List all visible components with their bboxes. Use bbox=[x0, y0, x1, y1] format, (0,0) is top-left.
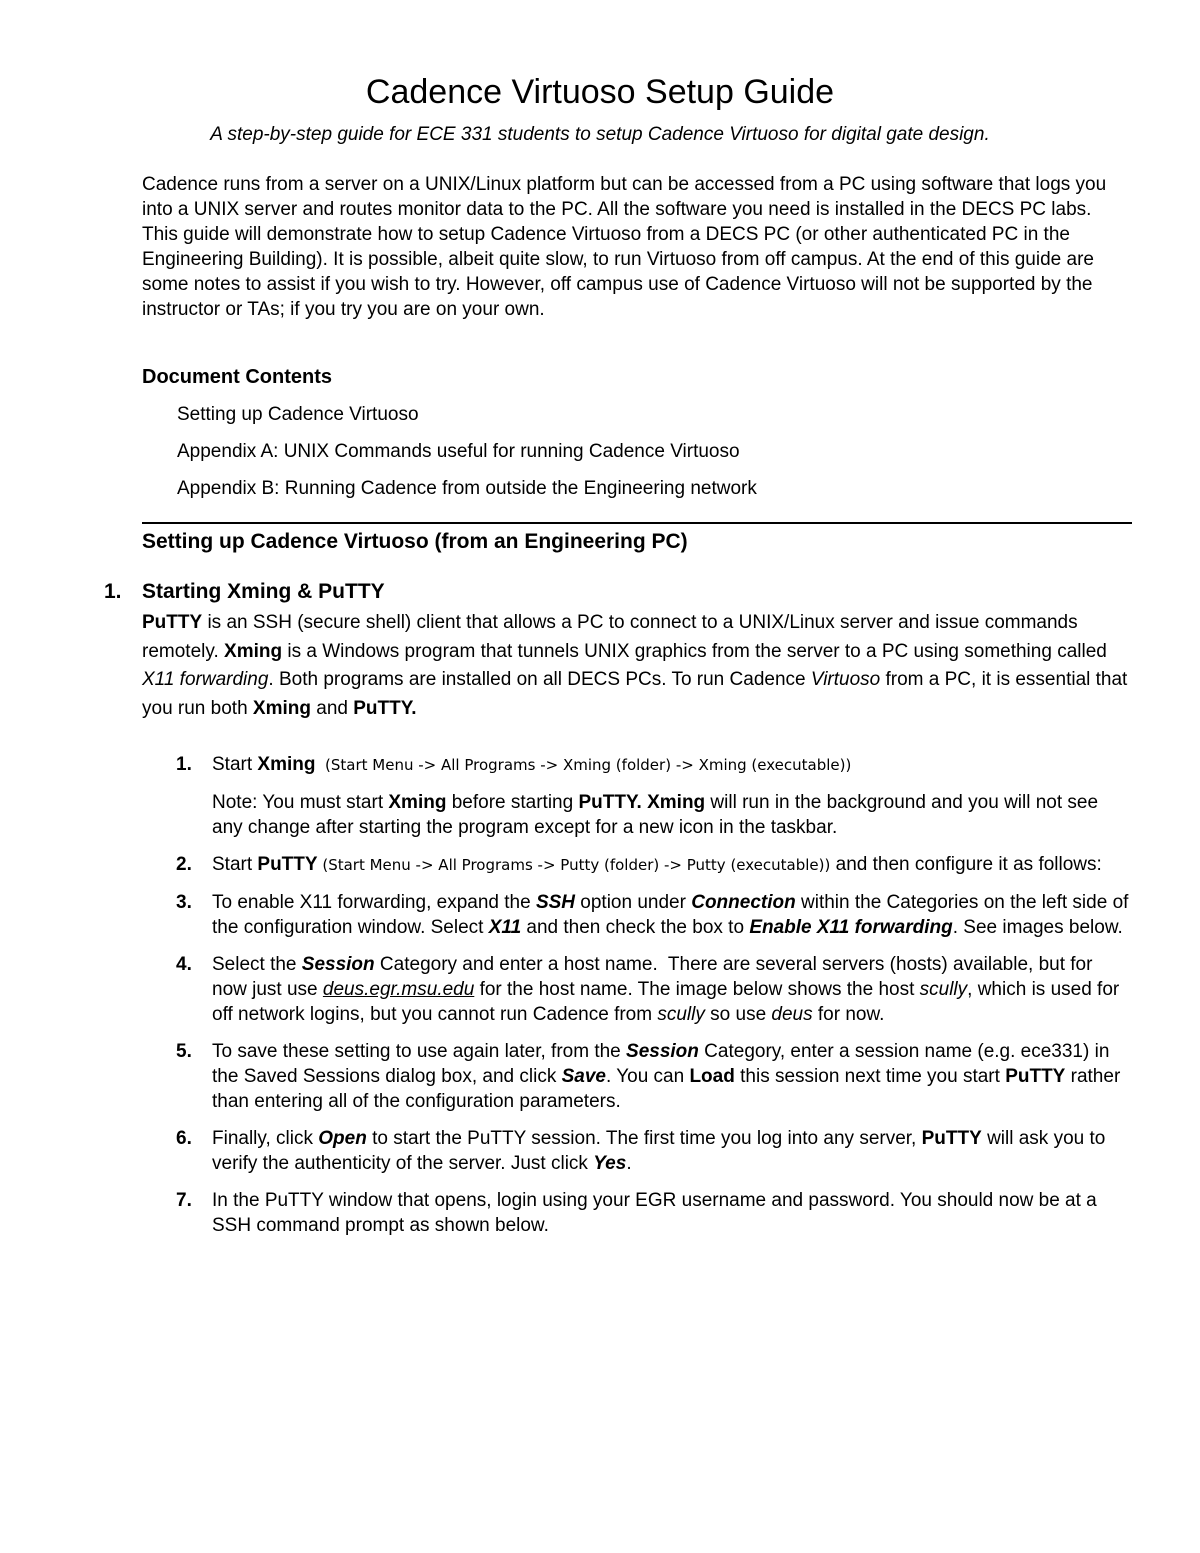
substep-item bbox=[176, 1126, 1132, 1176]
text-run: option under bbox=[575, 892, 692, 913]
term-virtuoso: Virtuoso bbox=[810, 669, 881, 690]
text-run: Category and enter a host name. There are several servers (hosts) available, but for now just use bbox=[212, 954, 1098, 1000]
text-run: before starting bbox=[446, 792, 579, 813]
step-heading bbox=[104, 578, 385, 606]
term-yes: Yes bbox=[593, 1153, 627, 1174]
term-xming: Xming bbox=[252, 697, 311, 719]
substep-number: 6. bbox=[176, 1128, 192, 1149]
section-heading: Setting up Cadence Virtuoso (from an Engineering PC) bbox=[142, 530, 688, 553]
substep-number: 4. bbox=[176, 954, 192, 975]
substep-number: 7. bbox=[176, 1190, 192, 1211]
text-run: Finally, click bbox=[212, 1128, 319, 1149]
text-run: and bbox=[310, 697, 354, 719]
text-run: for the host name. The image below shows the host bbox=[474, 979, 920, 1000]
text-run: . Both programs are installed on all DECS PCs. To run Cadence bbox=[268, 669, 811, 690]
substep-number: 1. bbox=[176, 754, 192, 775]
text-run: and then configure it as follows: bbox=[830, 854, 1102, 875]
term-scully: scully bbox=[657, 1004, 705, 1025]
section-divider bbox=[142, 522, 1132, 524]
text-run: from a PC, it is essential that you run both bbox=[142, 669, 1128, 719]
term-ssh: SSH bbox=[535, 892, 576, 913]
text-run: Start bbox=[212, 854, 258, 875]
intro-paragraph: Cadence runs from a server on a UNIX/Linux platform but can be accessed from a PC using software that logs you into a UNIX server and routes monitor data to the PC. All the software you need is installed in the DECS PC labs. This guide will demonstrate how to setup Cadence Virtuoso from a DECS PC (or other authenticated PC in the Engineering Building). It is possible, albeit quite slow, to run Virtuoso from off campus. At the end of this guide are some notes to assist if you wish to try. However, off campus use of Cadence Virtuoso will not be supported by the instructor or TAs; if you try you are on your own. bbox=[142, 174, 1107, 320]
term-connection: Connection bbox=[691, 892, 796, 913]
contents-item[interactable]: Setting up Cadence Virtuoso bbox=[177, 404, 419, 425]
menu-path: (Start Menu -> All Programs -> Putty (folder) -> Putty (executable)) bbox=[317, 856, 831, 874]
text-run: will run in the background and you will not see any change after starting the program except for a new icon in the taskbar. bbox=[212, 792, 1099, 838]
term-xming: Xming bbox=[224, 640, 283, 662]
host-link[interactable]: deus.egr.msu.edu bbox=[322, 979, 475, 1000]
term-putty: PuTTY. bbox=[578, 792, 642, 813]
substep-item bbox=[176, 890, 1132, 940]
text-run: within the Categories on the left side of the configuration window. Select bbox=[212, 892, 1129, 938]
term-save: Save bbox=[561, 1066, 606, 1087]
substep-number: 5. bbox=[176, 1041, 192, 1062]
step-number: 1. bbox=[104, 580, 122, 603]
text-run: , which is used for off network logins, but you cannot run Cadence from bbox=[212, 979, 1120, 1025]
contents-item[interactable]: Appendix B: Running Cadence from outside the Engineering network bbox=[177, 478, 757, 499]
term-x11-forwarding: X11 forwarding bbox=[142, 669, 269, 690]
document-subtitle: A step-by-step guide for ECE 331 students to setup Cadence Virtuoso for digital gate design. bbox=[210, 124, 990, 145]
text-run: to start the PuTTY session. The first time you log into any server, bbox=[366, 1128, 922, 1149]
text-run: To save these setting to use again later, from the bbox=[212, 1041, 627, 1062]
text-run: rather than entering all of the configuration parameters. bbox=[212, 1066, 1121, 1112]
substep-item bbox=[176, 852, 1132, 878]
substep-item bbox=[176, 1039, 1132, 1114]
text-run: Category, enter a session name (e.g. ece331) in the Saved Sessions dialog box, and click bbox=[212, 1041, 1110, 1087]
term-putty: PuTTY. bbox=[353, 697, 417, 719]
text-run: To enable X11 forwarding, expand the bbox=[212, 892, 536, 913]
term-xming: Xming bbox=[257, 754, 316, 775]
term-x11: X11 bbox=[488, 917, 522, 938]
term-xming: Xming bbox=[647, 792, 706, 813]
text-run: Select the bbox=[212, 954, 302, 975]
text-run: . See images below. bbox=[952, 917, 1123, 938]
contents-heading: Document Contents bbox=[142, 366, 332, 388]
term-deus: deus bbox=[771, 1004, 813, 1025]
substep-item bbox=[176, 952, 1132, 1027]
term-putty: PuTTY bbox=[921, 1128, 982, 1149]
term-xming: Xming bbox=[388, 792, 447, 813]
substep-number: 3. bbox=[176, 892, 192, 913]
note-text bbox=[212, 790, 1132, 840]
step-title: Starting Xming & PuTTY bbox=[142, 580, 385, 603]
term-session: Session bbox=[301, 954, 375, 975]
term-putty: PuTTY bbox=[1005, 1066, 1066, 1087]
substep-item bbox=[176, 1188, 1132, 1238]
text-run: . bbox=[626, 1153, 632, 1174]
text-run: and then check the box to bbox=[521, 917, 750, 938]
contents-list bbox=[177, 402, 757, 513]
text-run: this session next time you start bbox=[734, 1066, 1006, 1087]
contents-item[interactable]: Appendix A: UNIX Commands useful for running Cadence Virtuoso bbox=[177, 441, 740, 462]
text-run: for now. bbox=[812, 1004, 885, 1025]
term-enable-x11-forwarding: Enable X11 forwarding bbox=[749, 917, 953, 938]
text-run: . You can bbox=[605, 1066, 690, 1087]
text-run: is a Windows program that tunnels UNIX graphics from the server to a PC using something called bbox=[282, 640, 1107, 662]
text-run: so use bbox=[704, 1004, 772, 1025]
term-open: Open bbox=[318, 1128, 367, 1149]
step-intro-paragraph bbox=[142, 609, 1132, 723]
text-run: Start bbox=[212, 754, 258, 775]
text-run: In the PuTTY window that opens, login using your EGR username and password. You should now be at a SSH command prompt as shown below. bbox=[212, 1190, 1097, 1236]
substep-list bbox=[176, 752, 1132, 1250]
term-scully: scully bbox=[919, 979, 968, 1000]
term-putty: PuTTY bbox=[142, 612, 203, 633]
substep-number: 2. bbox=[176, 854, 192, 875]
text-run: is an SSH (secure shell) client that allows a PC to connect to a UNIX/Linux server and issue commands remotely. bbox=[142, 612, 1078, 662]
text-run: will ask you to verify the authenticity of the server. Just click bbox=[212, 1128, 1106, 1174]
text-run: Note: You must start bbox=[212, 792, 389, 813]
document-title: Cadence Virtuoso Setup Guide bbox=[365, 73, 835, 111]
menu-path: (Start Menu -> All Programs -> Xming (folder) -> Xming (executable)) bbox=[315, 756, 852, 774]
term-load: Load bbox=[689, 1066, 735, 1087]
term-putty: PuTTY bbox=[257, 854, 318, 875]
substep-item bbox=[176, 752, 1132, 840]
term-session: Session bbox=[626, 1041, 699, 1062]
